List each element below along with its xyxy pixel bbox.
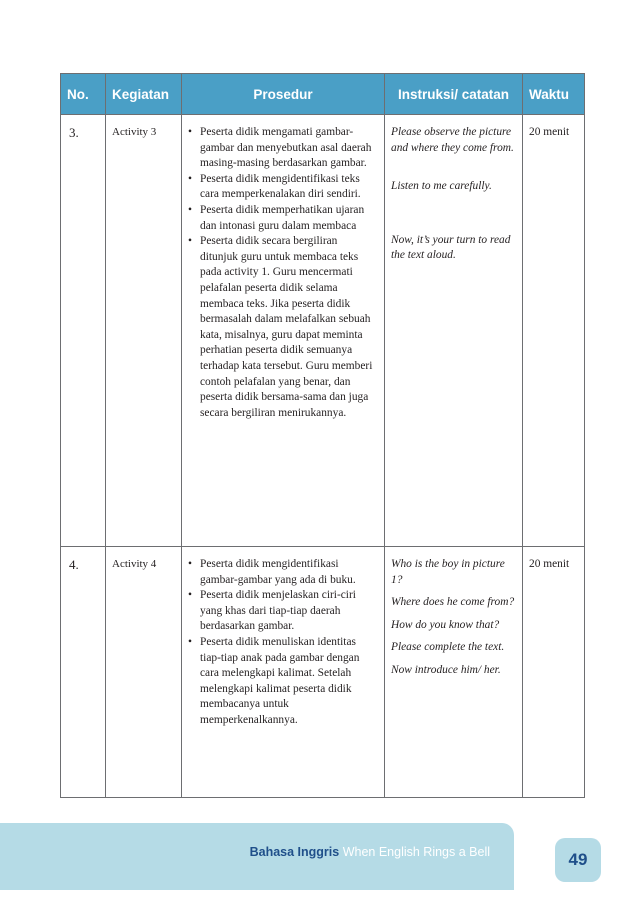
activity-name: Activity 3	[106, 115, 182, 547]
instruction-text: Now, it’s your turn to read the text aloud.	[391, 233, 511, 262]
book-subtitle: When English Rings a Bell	[342, 845, 490, 859]
instruction-text: Now introduce him/ her.	[391, 663, 501, 676]
page-number: 49	[555, 838, 601, 882]
header-no: No.	[61, 74, 106, 115]
spacer	[391, 588, 516, 595]
spacer	[391, 656, 516, 663]
procedure-item: • Peserta didik secara bergiliran ditunjuk guru untuk membaca teks pada activity 1. Guru mencermati pelafalan peserta didik selama membaca teks. Jika peserta didik bermasalah dalam melafalkan sebuah kata, misalnya, guru dapat meminta perhatian peserta didik semuanya terhadap kata tersebut. Guru memberi contoh pelafalan yang benar, dan peserta didik bersama-sama dan juga secara bergiliran menirukannya.	[200, 234, 378, 421]
instruction-text: Who is the boy in picture 1?	[391, 558, 505, 586]
spacer	[391, 633, 516, 640]
table-header-row	[61, 74, 585, 115]
book-title-footer	[250, 845, 490, 859]
procedure-item: • Peserta didik memperhatikan ujaran dan intonasi guru dalam membaca	[200, 203, 378, 234]
header-waktu: Waktu	[523, 74, 585, 115]
instruction-text: Please complete the text.	[391, 641, 505, 654]
procedure-cell	[182, 115, 385, 547]
duration: 20 menit	[523, 547, 585, 798]
procedure-list	[188, 557, 378, 729]
table-row	[61, 547, 585, 798]
instruction-cell	[385, 115, 523, 547]
instruction-text: Please observe the picture and where they come from.	[391, 126, 514, 154]
lesson-procedure-table	[60, 73, 585, 798]
procedure-item: • Peserta didik menuliskan identitas tiap-tiap anak pada gambar dengan cara melengkapi kalimat. Setelah melengkapi kalimat peserta didik membacanya untuk memperkenalkannya.	[200, 635, 378, 729]
procedure-item: • Peserta didik mengidentifikasi gambar-gambar yang ada di buku.	[200, 557, 378, 588]
book-title: Bahasa Inggris	[249, 845, 340, 859]
instruction-text: Where does he come from?	[391, 596, 515, 609]
spacer	[391, 156, 516, 172]
spacer	[391, 194, 516, 210]
spacer	[391, 611, 516, 618]
header-instruksi: Instruksi/ catatan	[385, 74, 523, 115]
row-number: 4.	[61, 547, 106, 798]
instruction-cell	[385, 547, 523, 798]
procedure-item: • Peserta didik mengamati gambar-gambar dan menyebutkan asal daerah masing-masing berdasarkan gambar.	[200, 125, 378, 172]
procedure-cell	[182, 547, 385, 798]
procedure-item: • Peserta didik mengidentifikasi teks cara memperkenalakan diri sendiri.	[200, 172, 378, 203]
activity-name: Activity 4	[106, 547, 182, 798]
duration: 20 menit	[523, 115, 585, 547]
spacer	[391, 210, 516, 226]
spacer	[391, 172, 516, 179]
spacer	[391, 226, 516, 233]
header-prosedur: Prosedur	[182, 74, 385, 115]
footer-band	[0, 823, 514, 890]
procedure-list	[188, 125, 378, 421]
row-number: 3.	[61, 115, 106, 547]
table-row	[61, 115, 585, 547]
instruction-text: Listen to me carefully.	[391, 179, 492, 192]
instruction-text: How do you know that?	[391, 618, 500, 631]
header-kegiatan: Kegiatan	[106, 74, 182, 115]
procedure-item: • Peserta didik menjelaskan ciri-ciri yang khas dari tiap-tiap daerah berdasarkan gambar.	[200, 588, 378, 635]
